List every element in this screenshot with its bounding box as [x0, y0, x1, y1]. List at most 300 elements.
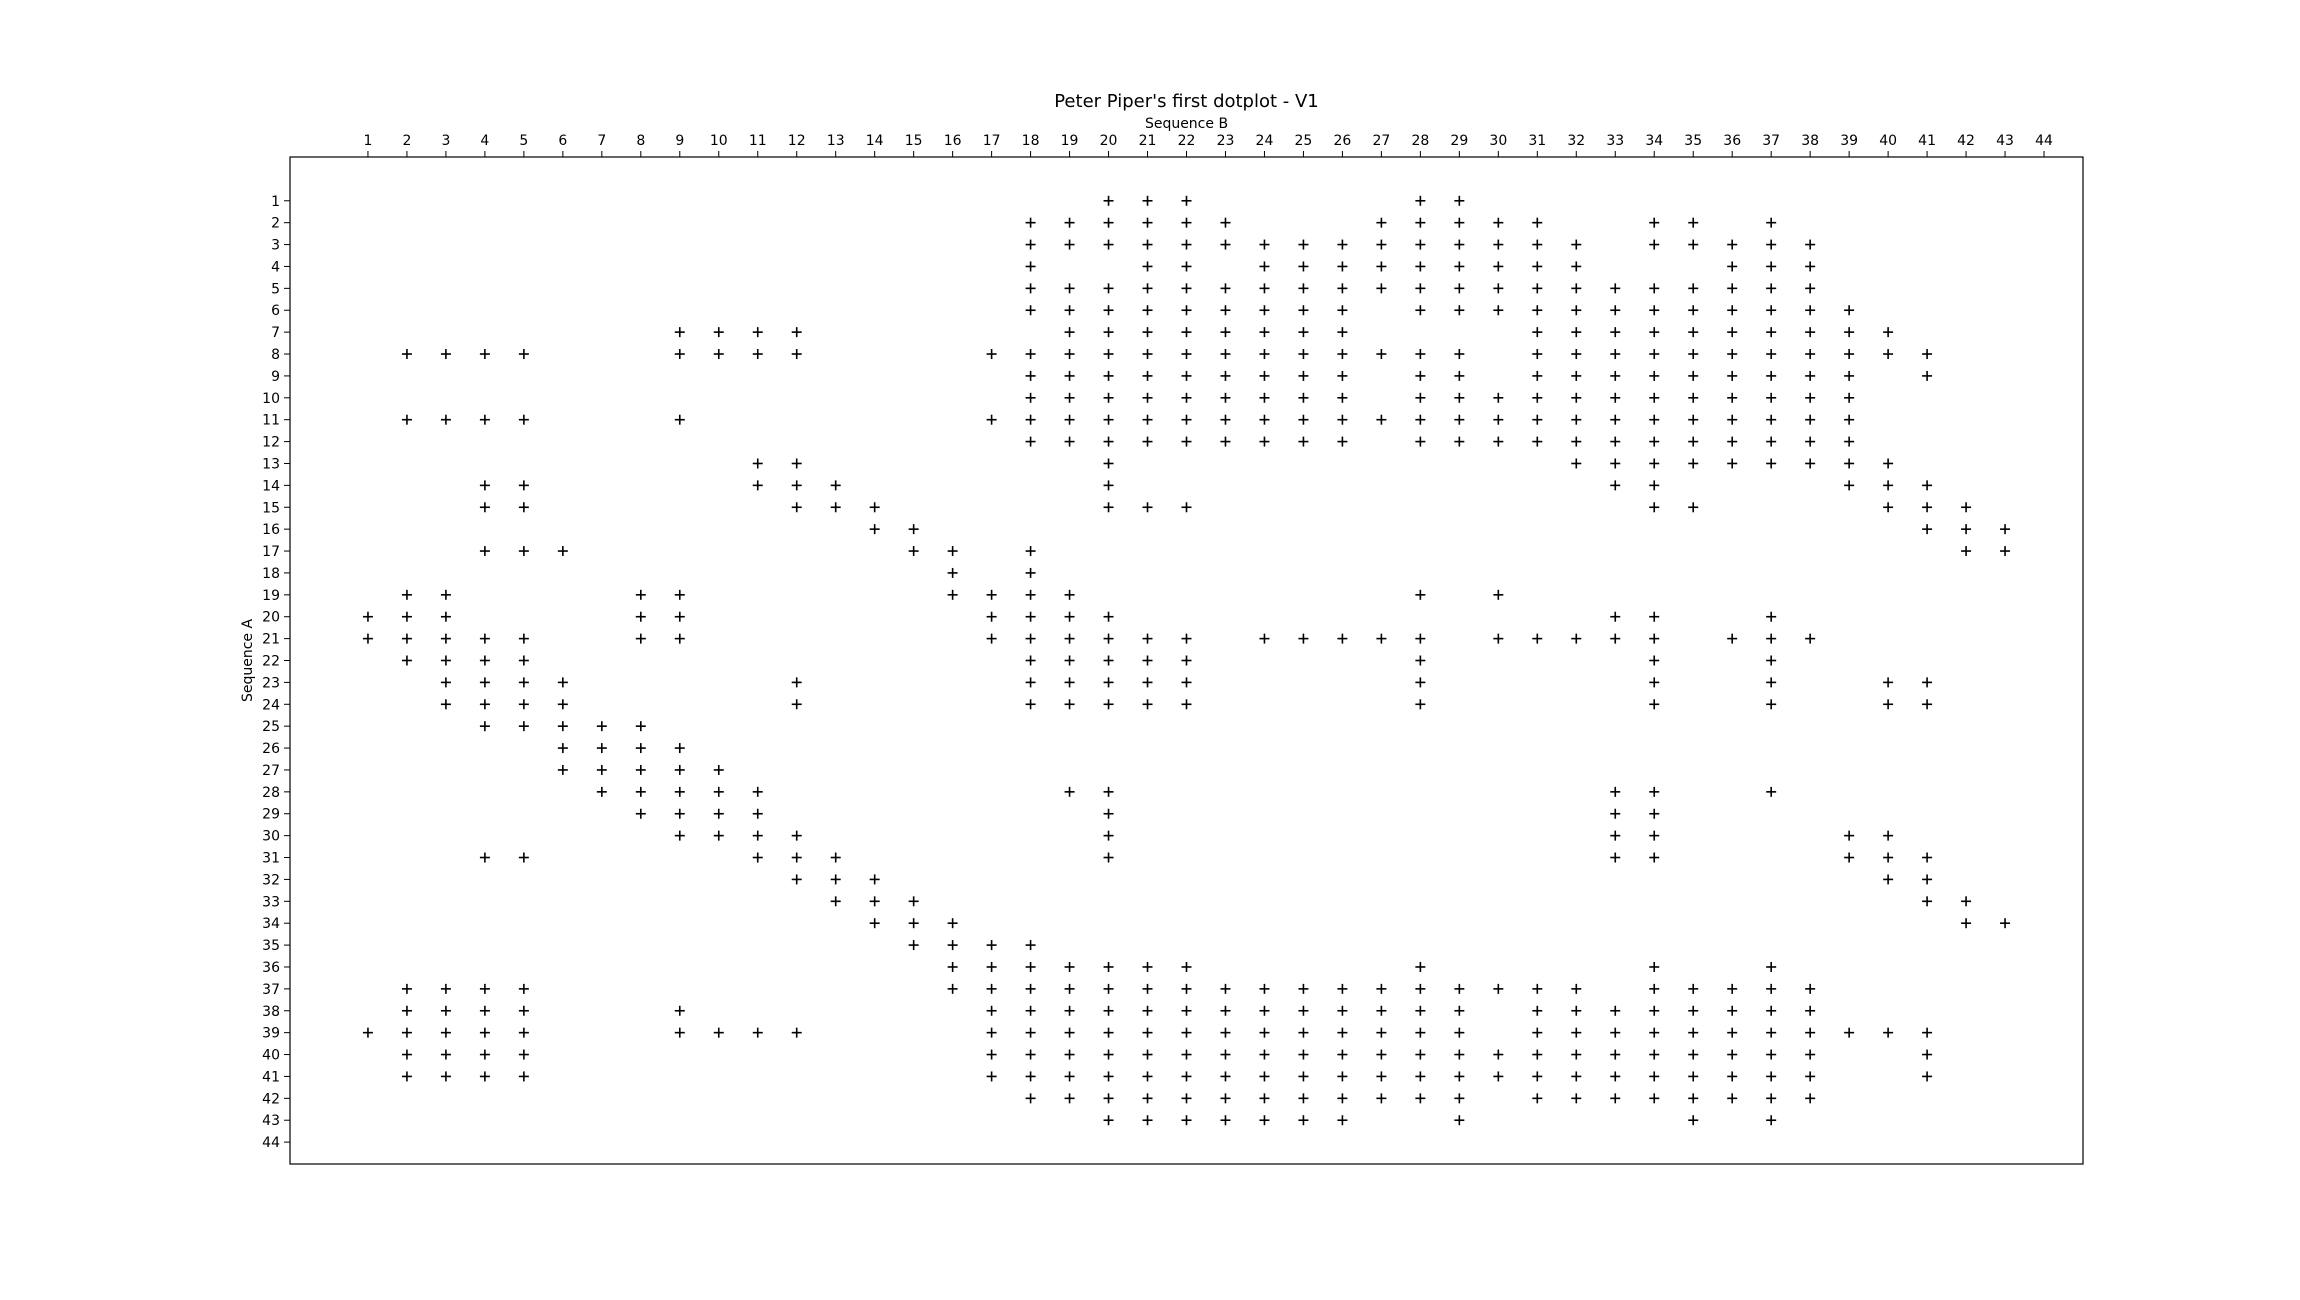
dot-mark — [1143, 1071, 1153, 1081]
dot-mark — [1805, 1006, 1815, 1016]
dot-mark — [1182, 437, 1192, 447]
dot-mark — [675, 831, 685, 841]
dot-mark — [1688, 1050, 1698, 1060]
dot-mark — [1143, 327, 1153, 337]
dot-mark — [441, 634, 451, 644]
dot-mark — [1259, 1071, 1269, 1081]
dot-mark — [948, 568, 958, 578]
dot-mark — [1143, 1050, 1153, 1060]
dot-mark — [1571, 327, 1581, 337]
dot-mark — [1104, 1093, 1114, 1103]
dot-mark — [792, 831, 802, 841]
dot-mark — [1610, 415, 1620, 425]
dot-mark — [1571, 634, 1581, 644]
dot-mark — [948, 940, 958, 950]
dot-mark — [1883, 677, 1893, 687]
dot-mark — [1688, 349, 1698, 359]
dot-mark — [1026, 1093, 1036, 1103]
dot-mark — [1844, 415, 1854, 425]
dot-mark — [1065, 656, 1075, 666]
dot-mark — [1337, 349, 1347, 359]
dot-mark — [1727, 437, 1737, 447]
dot-mark — [1649, 437, 1659, 447]
dot-mark — [1182, 984, 1192, 994]
dot-mark — [558, 721, 568, 731]
dot-mark — [558, 546, 568, 556]
dot-mark — [1259, 1006, 1269, 1016]
dot-mark — [480, 480, 490, 490]
dot-mark — [441, 1006, 451, 1016]
dot-mark — [1143, 634, 1153, 644]
dot-mark — [1922, 1071, 1932, 1081]
dot-mark — [1026, 283, 1036, 293]
dot-mark — [1649, 634, 1659, 644]
dot-mark — [1961, 502, 1971, 512]
y-tick-label: 30 — [262, 828, 280, 845]
dot-mark — [1766, 656, 1776, 666]
dot-mark — [1143, 218, 1153, 228]
y-tick-label: 19 — [262, 587, 280, 604]
dot-mark — [1104, 787, 1114, 797]
dot-mark — [714, 349, 724, 359]
dot-mark — [519, 480, 529, 490]
dot-mark — [1766, 1006, 1776, 1016]
dot-mark — [675, 1006, 685, 1016]
x-tick-label: 38 — [1801, 133, 1820, 149]
dot-mark — [636, 634, 646, 644]
dot-mark — [1143, 371, 1153, 381]
dot-mark — [1532, 371, 1542, 381]
dot-mark — [1532, 261, 1542, 271]
dot-mark — [1337, 415, 1347, 425]
x-tick-label: 25 — [1294, 133, 1313, 149]
dot-mark — [1688, 502, 1698, 512]
dot-mark — [1026, 305, 1036, 315]
dot-mark — [1493, 1050, 1503, 1060]
dot-mark — [1610, 283, 1620, 293]
dot-mark — [987, 1028, 997, 1038]
dot-mark — [1805, 984, 1815, 994]
dot-mark — [1298, 984, 1308, 994]
dot-mark — [1727, 261, 1737, 271]
dot-mark — [1298, 240, 1308, 250]
x-tick-label: 43 — [1996, 133, 2014, 149]
dot-mark — [1104, 831, 1114, 841]
dot-mark — [1104, 502, 1114, 512]
dot-mark — [1610, 458, 1620, 468]
dot-mark — [1493, 415, 1503, 425]
dot-mark — [1065, 1093, 1075, 1103]
dot-mark — [1259, 240, 1269, 250]
dot-mark — [1104, 677, 1114, 687]
y-tick-label: 13 — [262, 456, 280, 473]
dot-mark — [441, 612, 451, 622]
dot-mark — [1026, 261, 1036, 271]
dot-mark — [1415, 677, 1425, 687]
x-tick-label: 10 — [709, 133, 728, 149]
dot-mark — [1649, 283, 1659, 293]
dot-mark — [1259, 327, 1269, 337]
dot-mark — [1649, 458, 1659, 468]
dot-mark — [1922, 524, 1932, 534]
dot-mark — [1298, 437, 1308, 447]
y-tick-label: 27 — [262, 762, 280, 779]
dot-mark — [1026, 962, 1036, 972]
y-tick-label: 3 — [271, 237, 280, 254]
dot-mark — [1026, 240, 1036, 250]
dot-mark — [1766, 349, 1776, 359]
dot-mark — [1766, 327, 1776, 337]
dot-mark — [1298, 349, 1308, 359]
dot-mark — [1727, 458, 1737, 468]
x-tick-label: 15 — [904, 133, 923, 149]
dot-mark — [1065, 437, 1075, 447]
dot-mark — [1143, 349, 1153, 359]
y-axis-ticks — [262, 194, 290, 1151]
dot-mark — [1610, 1006, 1620, 1016]
dot-mark — [402, 415, 412, 425]
dot-mark — [714, 765, 724, 775]
dot-mark — [870, 874, 880, 884]
dot-mark — [1065, 415, 1075, 425]
dot-mark — [1610, 327, 1620, 337]
dot-mark — [1571, 415, 1581, 425]
dot-mark — [519, 502, 529, 512]
dot-mark — [1026, 371, 1036, 381]
dot-mark — [1376, 1006, 1386, 1016]
dot-mark — [1182, 261, 1192, 271]
y-tick-label: 31 — [262, 850, 280, 867]
dot-mark — [1688, 984, 1698, 994]
y-tick-label: 4 — [271, 259, 280, 276]
y-tick-label: 10 — [262, 390, 280, 407]
dot-mark — [1454, 437, 1464, 447]
dot-mark — [1454, 218, 1464, 228]
dot-mark — [1688, 305, 1698, 315]
x-tick-label: 23 — [1216, 133, 1235, 149]
dot-mark — [1844, 458, 1854, 468]
dot-mark — [1961, 546, 1971, 556]
dot-mark — [1571, 240, 1581, 250]
dot-mark — [1649, 371, 1659, 381]
dot-mark — [1104, 962, 1114, 972]
dot-mark — [792, 1028, 802, 1038]
dot-mark — [1065, 393, 1075, 403]
dot-mark — [1259, 1028, 1269, 1038]
dot-mark — [1415, 1093, 1425, 1103]
dot-mark — [1883, 1028, 1893, 1038]
dot-mark — [1337, 1028, 1347, 1038]
dot-mark — [1259, 261, 1269, 271]
dot-mark — [1688, 437, 1698, 447]
dot-mark — [1415, 1071, 1425, 1081]
x-tick-label: 28 — [1411, 133, 1430, 149]
dot-mark — [1376, 1093, 1386, 1103]
dot-mark — [987, 940, 997, 950]
dot-mark — [480, 721, 490, 731]
dot-mark — [441, 984, 451, 994]
dot-mark — [753, 480, 763, 490]
dot-mark — [1298, 1115, 1308, 1125]
dot-mark — [1337, 393, 1347, 403]
dot-mark — [1065, 283, 1075, 293]
dot-mark — [402, 1028, 412, 1038]
dot-mark — [1493, 437, 1503, 447]
dot-mark — [402, 1071, 412, 1081]
dot-mark — [1649, 240, 1659, 250]
dot-mark — [1649, 393, 1659, 403]
dot-mark — [753, 327, 763, 337]
dot-mark — [1182, 305, 1192, 315]
dot-mark — [1220, 349, 1230, 359]
dot-mark — [1805, 393, 1815, 403]
dot-mark — [1493, 305, 1503, 315]
dot-mark — [1610, 1071, 1620, 1081]
x-tick-label: 17 — [982, 133, 1001, 149]
dot-mark — [1182, 656, 1192, 666]
dot-mark — [1727, 1028, 1737, 1038]
dot-mark — [402, 590, 412, 600]
dot-mark — [1844, 1028, 1854, 1038]
dot-mark — [558, 743, 568, 753]
dot-mark — [870, 524, 880, 534]
dot-mark — [1688, 218, 1698, 228]
dot-mark — [1298, 1093, 1308, 1103]
dot-mark — [948, 546, 958, 556]
dot-mark — [1688, 1093, 1698, 1103]
dot-mark — [1220, 415, 1230, 425]
dot-mark — [1104, 349, 1114, 359]
dot-mark — [1065, 349, 1075, 359]
dot-mark — [1766, 218, 1776, 228]
dot-mark — [519, 853, 529, 863]
dot-mark — [1259, 371, 1269, 381]
dot-mark — [1220, 437, 1230, 447]
dot-mark — [480, 656, 490, 666]
dot-mark — [1298, 634, 1308, 644]
dot-mark — [1961, 896, 1971, 906]
dot-mark — [1065, 677, 1075, 687]
dot-mark — [363, 1028, 373, 1038]
y-tick-label: 9 — [271, 368, 280, 385]
dot-mark — [1415, 393, 1425, 403]
dot-mark — [1259, 349, 1269, 359]
dot-mark — [363, 612, 373, 622]
dot-mark — [1415, 984, 1425, 994]
dot-mark — [1259, 1093, 1269, 1103]
dot-mark — [1571, 371, 1581, 381]
dot-mark — [1182, 634, 1192, 644]
dot-mark — [1688, 327, 1698, 337]
dot-mark — [1337, 1050, 1347, 1060]
dot-mark — [1143, 656, 1153, 666]
dot-mark — [1532, 240, 1542, 250]
x-tick-label: 21 — [1138, 133, 1157, 149]
dot-mark — [1922, 371, 1932, 381]
dot-mark — [1220, 218, 1230, 228]
y-tick-label: 41 — [262, 1069, 280, 1086]
dot-mark — [987, 612, 997, 622]
dot-mark — [1298, 1028, 1308, 1038]
dot-mark — [1143, 305, 1153, 315]
dot-mark — [1376, 283, 1386, 293]
dot-mark — [1688, 1006, 1698, 1016]
dot-mark — [1415, 699, 1425, 709]
dot-mark — [1493, 240, 1503, 250]
dot-mark — [1065, 634, 1075, 644]
dot-mark — [1065, 699, 1075, 709]
y-tick-label: 38 — [262, 1003, 280, 1020]
chart-title: Peter Piper's first dotplot - V1 — [1054, 91, 1319, 112]
dot-mark — [1649, 305, 1659, 315]
dot-mark — [1298, 305, 1308, 315]
dot-mark — [1532, 283, 1542, 293]
dot-mark — [1298, 1050, 1308, 1060]
dot-mark — [1532, 437, 1542, 447]
dot-mark — [1104, 458, 1114, 468]
y-tick-label: 14 — [262, 478, 280, 495]
dot-mark — [1104, 480, 1114, 490]
dot-mark — [792, 480, 802, 490]
dot-mark — [1844, 853, 1854, 863]
dot-mark — [441, 1028, 451, 1038]
dot-mark — [1104, 218, 1114, 228]
dot-mark — [948, 962, 958, 972]
x-tick-label: 16 — [943, 133, 962, 149]
y-tick-label: 36 — [262, 959, 280, 976]
dot-mark — [675, 349, 685, 359]
dot-mark — [792, 874, 802, 884]
dot-mark — [1259, 1115, 1269, 1125]
dot-mark — [1571, 261, 1581, 271]
dot-mark — [1415, 349, 1425, 359]
dot-mark — [753, 853, 763, 863]
y-tick-label: 21 — [262, 631, 280, 648]
dot-mark — [1649, 853, 1659, 863]
dot-mark — [480, 984, 490, 994]
dot-mark — [1415, 240, 1425, 250]
dot-mark — [1454, 1050, 1464, 1060]
dot-mark — [1688, 283, 1698, 293]
dot-mark — [636, 809, 646, 819]
dot-mark — [1220, 1050, 1230, 1060]
dot-mark — [1649, 787, 1659, 797]
dot-mark — [1220, 1115, 1230, 1125]
dot-mark — [1182, 502, 1192, 512]
y-tick-label: 16 — [262, 522, 280, 539]
dot-mark — [1454, 984, 1464, 994]
dot-mark — [1727, 371, 1737, 381]
x-tick-label: 40 — [1879, 133, 1898, 149]
y-tick-label: 11 — [262, 412, 280, 429]
dot-mark — [1220, 327, 1230, 337]
x-tick-label: 2 — [402, 133, 412, 149]
dot-mark — [1844, 480, 1854, 490]
dot-mark — [1065, 218, 1075, 228]
y-tick-label: 5 — [271, 281, 280, 298]
dot-mark — [1337, 283, 1347, 293]
dot-mark — [1026, 1006, 1036, 1016]
dot-mark — [363, 634, 373, 644]
y-tick-label: 24 — [262, 697, 280, 714]
dot-mark — [480, 634, 490, 644]
dot-mark — [1104, 1006, 1114, 1016]
dot-mark — [519, 1071, 529, 1081]
y-tick-label: 40 — [262, 1047, 280, 1064]
dot-mark — [402, 984, 412, 994]
x-tick-label: 7 — [597, 133, 607, 149]
dot-mark — [1182, 218, 1192, 228]
dot-mark — [1454, 1006, 1464, 1016]
dot-mark — [1688, 240, 1698, 250]
dot-mark — [831, 874, 841, 884]
dot-mark — [1805, 437, 1815, 447]
dot-mark — [1026, 568, 1036, 578]
dot-mark — [714, 809, 724, 819]
dot-mark — [1805, 261, 1815, 271]
dot-mark — [1220, 1093, 1230, 1103]
dot-mark — [1688, 371, 1698, 381]
dot-mark — [675, 327, 685, 337]
dot-mark — [1415, 1006, 1425, 1016]
dot-mark — [1844, 437, 1854, 447]
dot-mark — [1182, 1093, 1192, 1103]
dot-mark — [1143, 502, 1153, 512]
dot-mark — [1415, 283, 1425, 293]
dot-mark — [1844, 831, 1854, 841]
x-tick-label: 3 — [441, 133, 451, 149]
dot-mark — [1649, 218, 1659, 228]
y-tick-label: 18 — [262, 565, 280, 582]
dot-mark — [1727, 1093, 1737, 1103]
dot-mark — [1376, 1071, 1386, 1081]
dot-mark — [753, 787, 763, 797]
dot-mark — [1649, 677, 1659, 687]
dot-mark — [1493, 283, 1503, 293]
dot-mark — [1805, 349, 1815, 359]
dot-mark — [1649, 502, 1659, 512]
dot-mark — [1727, 984, 1737, 994]
dot-mark — [1766, 393, 1776, 403]
dot-mark — [1649, 327, 1659, 337]
dot-mark — [519, 634, 529, 644]
dot-mark — [1026, 393, 1036, 403]
dot-mark — [1026, 940, 1036, 950]
dot-mark — [1104, 809, 1114, 819]
dot-mark — [1922, 480, 1932, 490]
dot-mark — [1844, 349, 1854, 359]
dot-mark — [714, 831, 724, 841]
dot-mark — [1026, 677, 1036, 687]
dot-mark — [1104, 656, 1114, 666]
dot-mark — [1220, 283, 1230, 293]
dot-mark — [1805, 371, 1815, 381]
dot-mark — [1883, 327, 1893, 337]
dot-mark — [1922, 853, 1932, 863]
dot-mark — [1376, 1050, 1386, 1060]
dot-mark — [1220, 984, 1230, 994]
dot-mark — [1532, 1093, 1542, 1103]
dot-mark — [675, 415, 685, 425]
y-tick-label: 35 — [262, 938, 280, 955]
dot-mark — [1454, 349, 1464, 359]
dot-mark — [1104, 699, 1114, 709]
dot-mark — [714, 327, 724, 337]
dot-mark — [987, 349, 997, 359]
dot-mark — [1727, 634, 1737, 644]
dot-mark — [1026, 415, 1036, 425]
dot-mark — [1104, 1071, 1114, 1081]
